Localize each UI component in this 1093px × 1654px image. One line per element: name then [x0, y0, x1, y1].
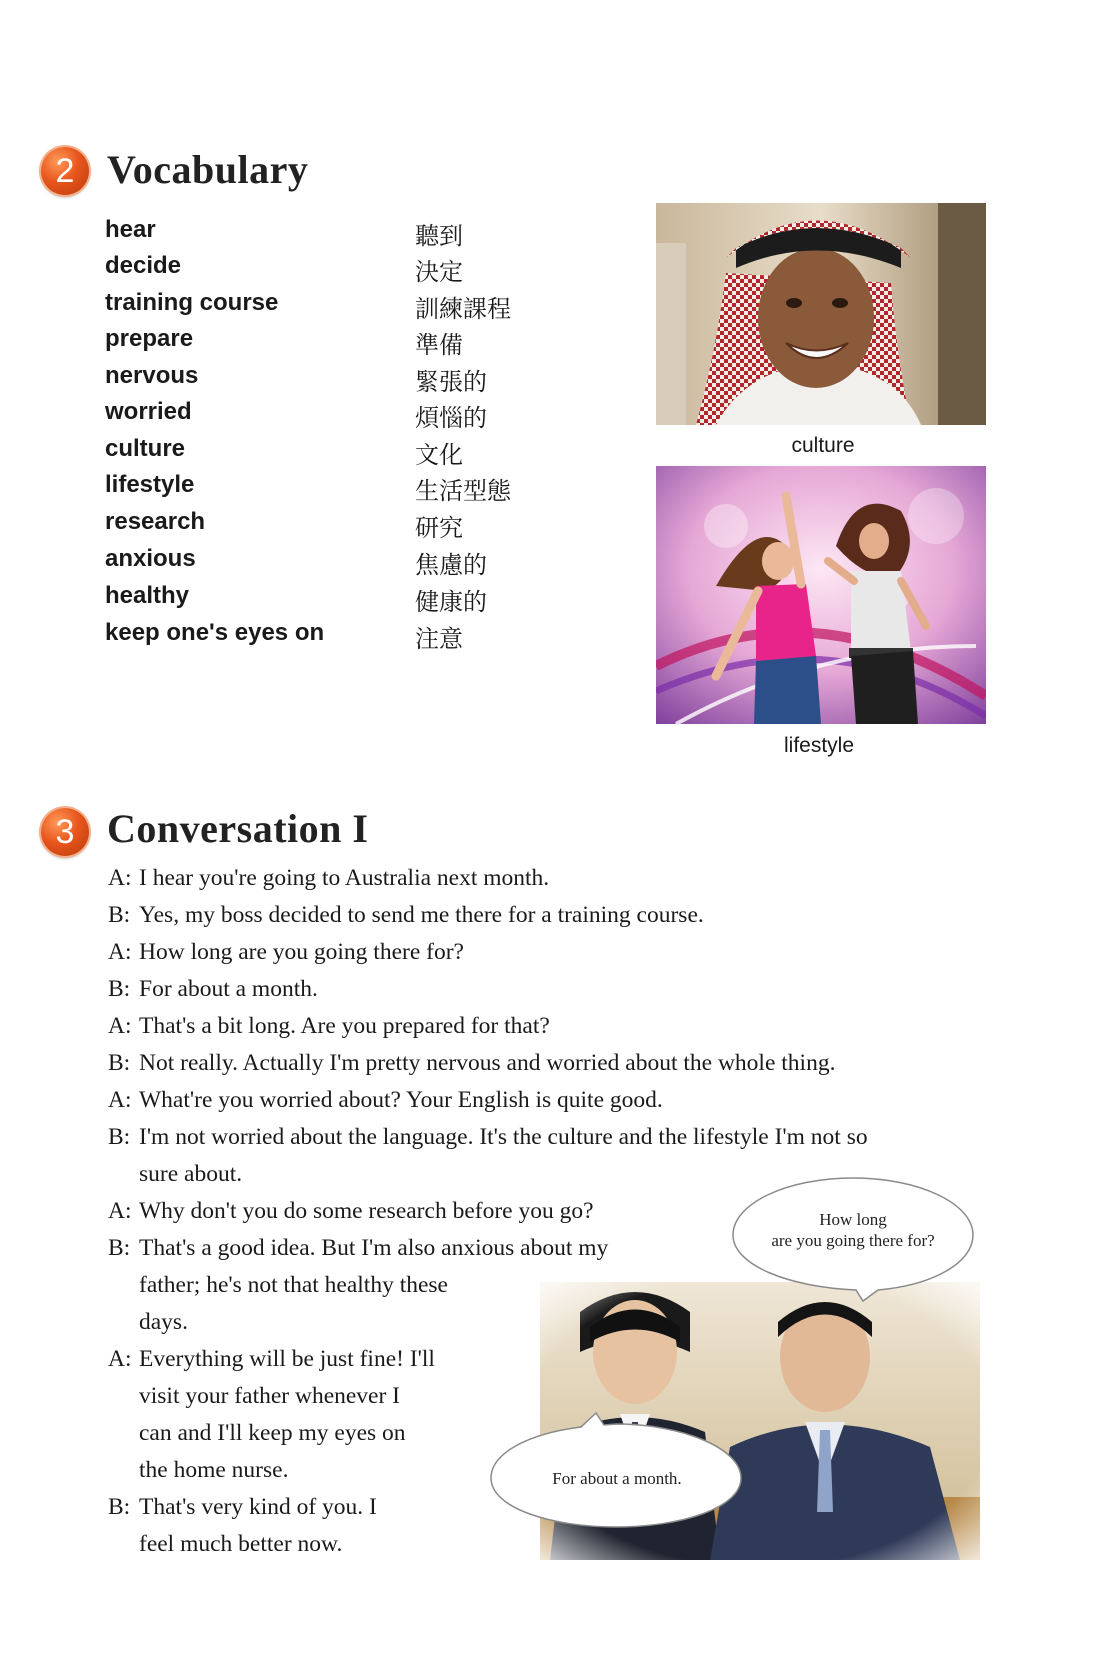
dialogue-line — [108, 1013, 550, 1040]
dialogue-text: That's very kind of you. I — [139, 1494, 377, 1520]
vocab-chinese: 準備 — [415, 331, 463, 359]
speaker-label: B: — [108, 902, 131, 928]
lifestyle-caption: lifestyle — [783, 734, 855, 757]
dialogue-text: For about a month. — [139, 976, 318, 1002]
dialogue-continuation: feel much better now. — [139, 1531, 343, 1557]
speaker-label: B: — [108, 1050, 131, 1076]
speaker-label: B: — [108, 1235, 131, 1261]
speaker-label: A: — [108, 939, 132, 965]
speaker-label: A: — [108, 865, 132, 891]
speaker-label: B: — [108, 976, 131, 1002]
dialogue-text: I hear you're going to Australia next month. — [139, 865, 550, 891]
dialogue-line — [108, 1050, 835, 1077]
culture-photo-illustration — [656, 203, 986, 425]
dialogue-text: I'm not worried about the language. It's the culture and the lifestyle I'm not so — [139, 1124, 868, 1150]
dialogue-line — [108, 1198, 594, 1225]
dialogue-line — [108, 865, 549, 892]
dialogue-continuation: can and I'll keep my eyes on — [139, 1420, 406, 1446]
vocab-chinese: 文化 — [415, 441, 463, 469]
speech-bubble-top-text: How long are you going there for? — [771, 1210, 935, 1250]
vocab-english: prepare — [105, 325, 194, 352]
vocab-chinese: 決定 — [415, 258, 463, 286]
dialogue-line — [108, 1235, 608, 1262]
culture-photo — [656, 203, 986, 425]
dialogue-line — [108, 939, 464, 966]
vocab-chinese: 緊張的 — [415, 368, 487, 396]
dialogue-text: Everything will be just fine! I'll — [139, 1346, 435, 1372]
vocab-english: training course — [105, 289, 279, 316]
dialogue-line — [108, 976, 318, 1003]
conversation-heading: Conversation I — [107, 806, 369, 851]
dialogue-continuation: visit your father whenever I — [139, 1383, 401, 1409]
speaker-label: A: — [108, 1087, 132, 1113]
speaker-label: A: — [108, 1346, 132, 1372]
dialogue-line — [108, 1124, 868, 1151]
dialogue-text: Why don't you do some research before you go? — [139, 1198, 594, 1224]
vocabulary-heading: Vocabulary — [107, 147, 309, 192]
lifestyle-photo — [656, 466, 986, 724]
culture-caption: culture — [791, 434, 855, 457]
vocab-english: lifestyle — [105, 471, 195, 498]
vocab-chinese: 生活型態 — [415, 477, 511, 505]
dialogue-text: What're you worried about? Your English is quite good. — [139, 1087, 663, 1113]
dialogue-line — [108, 902, 704, 929]
vocab-english: anxious — [105, 545, 196, 572]
speaker-label: A: — [108, 1013, 132, 1039]
vocab-chinese: 健康的 — [415, 588, 487, 616]
vocab-chinese: 煩惱的 — [415, 404, 487, 432]
vocab-english: culture — [105, 435, 186, 462]
dialogue-text: That's a good idea. But I'm also anxious about my — [139, 1235, 609, 1261]
dialogue-continuation: days. — [139, 1309, 188, 1335]
speech-bubble-bottom-text: For about a month. — [552, 1469, 682, 1488]
vocab-english: healthy — [105, 582, 190, 609]
speaker-label: A: — [108, 1198, 132, 1224]
dialogue-line — [108, 1494, 377, 1521]
dialogue-line — [108, 1087, 663, 1114]
speaker-label: B: — [108, 1494, 131, 1520]
vocab-chinese: 訓練課程 — [415, 295, 511, 323]
dialogue-text: That's a bit long. Are you prepared for that? — [139, 1013, 550, 1039]
dialogue-text: How long are you going there for? — [139, 939, 464, 965]
vocab-chinese: 焦慮的 — [415, 551, 487, 579]
vocab-english: decide — [105, 252, 182, 279]
vocab-english: research — [105, 508, 206, 535]
lifestyle-photo-illustration — [656, 466, 986, 724]
vocab-english: hear — [105, 216, 156, 243]
vocab-chinese: 聽到 — [415, 222, 463, 250]
dialogue-continuation: sure about. — [139, 1161, 243, 1187]
section-number-badge: 2 — [41, 147, 89, 195]
vocab-chinese: 注意 — [415, 625, 463, 653]
section-number-badge: 3 — [41, 808, 89, 856]
dialogue-continuation: father; he's not that healthy these — [139, 1272, 448, 1298]
dialogue-line — [108, 1346, 435, 1373]
speaker-label: B: — [108, 1124, 131, 1150]
vocab-english: worried — [105, 398, 192, 425]
vocab-chinese: 研究 — [415, 514, 463, 542]
vocab-english: keep one's eyes on — [105, 619, 325, 646]
dialogue-continuation: the home nurse. — [139, 1457, 289, 1483]
dialogue-text: Yes, my boss decided to send me there for a training course. — [139, 902, 704, 928]
dialogue-text: Not really. Actually I'm pretty nervous and worried about the whole thing. — [139, 1050, 836, 1076]
vocab-english: nervous — [105, 362, 199, 389]
